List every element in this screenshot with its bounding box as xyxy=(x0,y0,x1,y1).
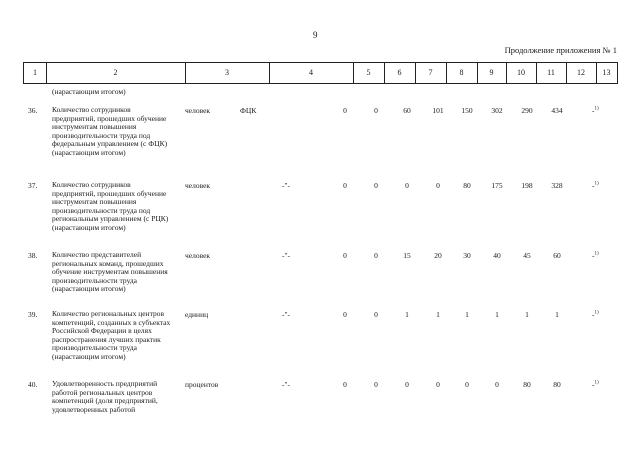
row-value-col6: 0 xyxy=(374,380,378,389)
row-note xyxy=(592,181,599,190)
row-indicator-name: Количество региональных центров компетенций, созданных в субъектах Российской Федерации в целях распространения лучших практик производительности труда (нарастающим итогом) xyxy=(52,309,171,361)
header-col-1: 1 xyxy=(24,63,47,83)
row-value-col9: 80 xyxy=(463,181,471,190)
row-unit: человек xyxy=(185,181,211,190)
row-indicator-name: Удовлетворенность предприятий работой региональных центров компетенций (доля предприятий, удовлетворенных работой xyxy=(52,379,158,414)
row-value-col8: 101 xyxy=(432,106,444,115)
row-value-col10: 302 xyxy=(491,106,503,115)
table-header xyxy=(23,62,618,84)
row-note xyxy=(592,380,599,389)
row-value-col7: 0 xyxy=(405,181,409,190)
row-value-col6: 0 xyxy=(374,251,378,260)
row-value-col11: 1 xyxy=(525,310,529,319)
row-note-dash: - xyxy=(592,251,595,260)
row-value-col5: 0 xyxy=(343,181,347,190)
row-indicator-name: Количество представителей региональных команд, прошедших обучение инструментам повышения производительности труда (нарастающим итогом) xyxy=(52,250,168,293)
header-col-6: 6 xyxy=(384,63,416,83)
header-col-8: 8 xyxy=(446,63,478,83)
row-value-col9: 1 xyxy=(465,310,469,319)
row-value-col8: 20 xyxy=(434,251,442,260)
row-unit: человек xyxy=(185,106,211,115)
row-value-col7: 1 xyxy=(405,310,409,319)
row-value-col12: 60 xyxy=(553,251,561,260)
header-col-10: 10 xyxy=(506,63,537,83)
row-value-col5: 0 xyxy=(343,310,347,319)
row-value-col11: 198 xyxy=(521,181,533,190)
row-value-col10: 0 xyxy=(495,380,499,389)
row-indicator-name: Количество сотрудников предприятий, прошедших обучение инструментам повышения производительности труда под федеральным управлением (с ФЦК) (нарастающим итогом) xyxy=(52,105,168,157)
row-value-col7: 15 xyxy=(403,251,411,260)
row-number: 38. xyxy=(28,251,38,260)
row-value-col11: 45 xyxy=(523,251,531,260)
row-value-col6: 0 xyxy=(374,106,378,115)
header-col-13: 13 xyxy=(602,68,611,77)
header-col-11: 11 xyxy=(536,63,567,83)
row-source: ФЦК xyxy=(240,106,257,115)
row-note-dash: - xyxy=(592,181,595,190)
row-note xyxy=(592,106,599,115)
row-unit: процентов xyxy=(185,380,219,389)
row-value-col9: 30 xyxy=(463,251,471,260)
row-value-col5: 0 xyxy=(343,106,347,115)
row-note xyxy=(592,310,599,319)
row-value-col10: 1 xyxy=(495,310,499,319)
row-note-superscript: 1) xyxy=(594,310,599,316)
row-value-col11: 290 xyxy=(521,106,533,115)
row-number: 37. xyxy=(28,181,38,190)
row-note-dash: - xyxy=(592,310,595,319)
row-unit: человек xyxy=(185,251,211,260)
header-col-12: 12 xyxy=(566,63,597,83)
header-col-3: 3 xyxy=(185,63,270,83)
row-value-col7: 0 xyxy=(405,380,409,389)
continuation-text: (нарастающим итогом) xyxy=(52,87,126,96)
header-col-2: 2 xyxy=(46,63,186,83)
row-note-dash: - xyxy=(592,106,595,115)
row-value-col8: 0 xyxy=(436,380,440,389)
row-value-col6: 0 xyxy=(374,181,378,190)
row-value-col5: 0 xyxy=(343,380,347,389)
row-note-superscript: 1) xyxy=(594,251,599,257)
header-col-4: 4 xyxy=(269,63,354,83)
row-value-col9: 150 xyxy=(461,106,473,115)
row-source: -"- xyxy=(282,181,291,190)
row-value-col5: 0 xyxy=(343,251,347,260)
header-col-9: 9 xyxy=(477,63,507,83)
page-number: 9 xyxy=(313,30,318,40)
row-source: -"- xyxy=(282,251,291,260)
row-note-superscript: 1) xyxy=(594,181,599,187)
row-value-col7: 60 xyxy=(403,106,411,115)
row-note-superscript: 1) xyxy=(594,106,599,112)
row-value-col6: 0 xyxy=(374,310,378,319)
appendix-label: Продолжение приложения № 1 xyxy=(504,45,617,55)
row-value-col12: 1 xyxy=(555,310,559,319)
header-col-7: 7 xyxy=(415,63,447,83)
row-unit: единиц xyxy=(185,310,209,319)
row-value-col11: 80 xyxy=(523,380,531,389)
row-value-col9: 0 xyxy=(465,380,469,389)
row-indicator-name: Количество сотрудников предприятий, прошедших обучение инструментам повышения производительности труда под региональным управлением (с РЦК) (нарастающим итогом) xyxy=(52,180,169,232)
row-value-col10: 40 xyxy=(493,251,501,260)
row-source: -"- xyxy=(282,310,291,319)
row-value-col10: 175 xyxy=(491,181,503,190)
row-value-col8: 0 xyxy=(436,181,440,190)
row-number: 36. xyxy=(28,106,38,115)
row-value-col12: 434 xyxy=(551,106,563,115)
row-value-col12: 328 xyxy=(551,181,563,190)
row-value-col12: 80 xyxy=(553,380,561,389)
row-source: -"- xyxy=(282,380,291,389)
row-note-superscript: 1) xyxy=(594,380,599,386)
row-value-col8: 1 xyxy=(436,310,440,319)
row-note xyxy=(592,251,599,260)
header-col-5: 5 xyxy=(353,63,385,83)
row-note-dash: - xyxy=(592,380,595,389)
row-number: 40. xyxy=(28,380,38,389)
row-number: 39. xyxy=(28,310,38,319)
